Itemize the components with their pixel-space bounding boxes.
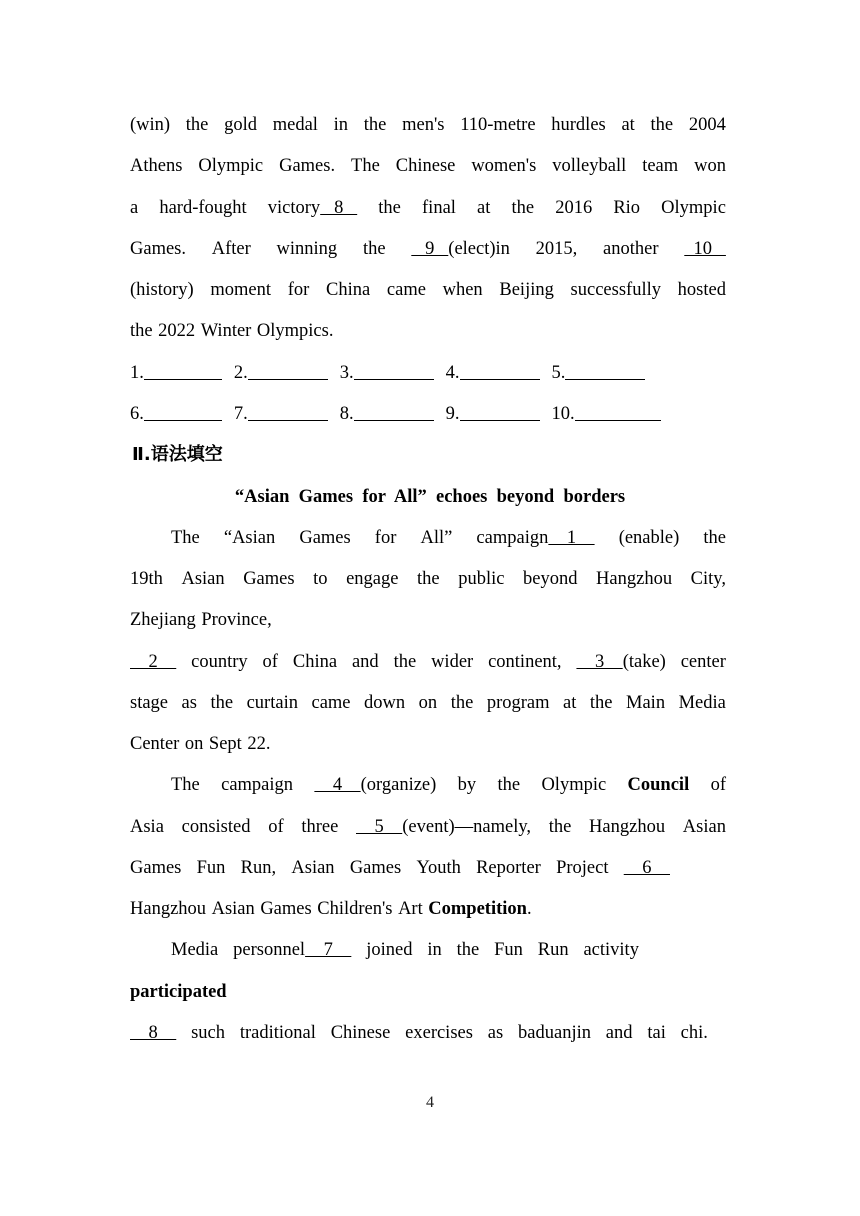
answer-slot	[446, 401, 540, 427]
word: down	[364, 693, 406, 713]
word: After	[211, 239, 251, 259]
word: the	[589, 693, 613, 713]
word: the	[511, 198, 535, 218]
p3-line-3	[130, 1020, 708, 1046]
word: Games	[260, 899, 312, 919]
word: at	[621, 115, 635, 135]
answer-slot	[340, 401, 434, 427]
word: The	[171, 528, 200, 548]
passage-line-6	[130, 318, 726, 344]
word: the	[703, 528, 726, 548]
blank-with-hint: 4 (organize)	[314, 775, 437, 795]
word: 2004	[688, 115, 726, 135]
word: Asian	[682, 817, 726, 837]
answer-number: 2.	[233, 363, 248, 383]
answer-row-2	[130, 401, 673, 427]
word: at	[563, 693, 577, 713]
word: 22.	[247, 734, 271, 754]
answer-slot	[446, 360, 540, 386]
answer-blank[interactable]	[144, 402, 222, 421]
word: Asia	[130, 817, 164, 837]
word: winning	[276, 239, 338, 259]
word: the	[210, 693, 234, 713]
word: Hangzhou	[130, 899, 207, 919]
word: public	[458, 569, 505, 589]
blank-with-hint: 9 (elect)in	[411, 239, 510, 259]
bold-word-participated: participated	[130, 982, 227, 1002]
page-number: 4	[426, 1094, 434, 1111]
answer-number: 10.	[551, 404, 575, 424]
answer-blank[interactable]	[460, 402, 540, 421]
word: continent,	[488, 652, 562, 672]
answer-slot	[340, 360, 434, 386]
word: 110-metre	[460, 115, 536, 135]
word: Main	[626, 693, 666, 713]
answer-number: 8.	[339, 404, 354, 424]
word: The	[351, 156, 380, 176]
p3-line-2	[130, 979, 726, 1005]
word: Games	[299, 528, 351, 548]
word: team	[642, 156, 679, 176]
word: for	[287, 280, 310, 300]
word: Games.	[279, 156, 336, 176]
answer-number: 7.	[233, 404, 248, 424]
word: successfully	[570, 280, 661, 300]
word: at	[477, 198, 491, 218]
word: Art	[398, 899, 423, 919]
word: The	[171, 775, 200, 795]
word: Games	[130, 858, 182, 878]
answer-slot	[552, 360, 646, 386]
word: came	[386, 280, 426, 300]
word: Children's	[317, 899, 393, 919]
word: Province,	[201, 610, 272, 630]
word: men's	[402, 115, 445, 135]
word: “Asian	[223, 528, 276, 548]
word: a	[130, 198, 139, 218]
word: chi.	[680, 1023, 708, 1043]
word: the	[548, 817, 572, 837]
word: Hangzhou	[589, 817, 666, 837]
word: Center	[130, 734, 180, 754]
p1-line-4	[130, 649, 726, 675]
word: hurdles	[551, 115, 606, 135]
answer-blank[interactable]	[248, 361, 328, 380]
p1-line-3	[130, 607, 726, 633]
word: came	[311, 693, 351, 713]
word: and	[351, 652, 379, 672]
word: (enable)	[618, 528, 680, 548]
word: beyond	[523, 569, 578, 589]
word: Project	[556, 858, 609, 878]
word: 19th	[130, 569, 163, 589]
blank-5[interactable]: 5	[356, 817, 403, 837]
word: engage	[346, 569, 399, 589]
word: gold	[224, 115, 258, 135]
passage-line-5	[130, 277, 726, 303]
bold-word-council: Council	[627, 775, 690, 795]
word: consisted	[181, 817, 251, 837]
word: the	[130, 321, 153, 341]
blank-with-hint: 3 (take)	[576, 652, 666, 672]
answer-number: 6.	[130, 404, 144, 424]
blank-3[interactable]: 3	[576, 652, 623, 672]
word: on	[184, 734, 204, 754]
blank-8[interactable]: 8	[320, 198, 358, 218]
p2-line-4	[130, 896, 726, 922]
blank-8b[interactable]: 8	[130, 1023, 177, 1043]
word: Asian	[181, 569, 225, 589]
word: hosted	[677, 280, 726, 300]
word: campaign	[221, 775, 294, 795]
answer-slot	[552, 401, 661, 427]
word: center	[680, 652, 726, 672]
word: the	[185, 115, 209, 135]
answer-blank[interactable]	[460, 361, 540, 380]
passage-line-3	[130, 195, 726, 221]
word: the	[363, 115, 387, 135]
word: hard-fought	[159, 198, 247, 218]
blank-6[interactable]: 6	[623, 858, 670, 878]
word: Media	[678, 693, 726, 713]
answer-number: 9.	[445, 404, 460, 424]
word: Games.	[130, 239, 186, 259]
word: Fun	[196, 858, 226, 878]
word: traditional	[239, 1023, 316, 1043]
word: Olympics.	[256, 321, 334, 341]
blank-2[interactable]: 2	[130, 652, 177, 672]
word: (win)	[130, 115, 171, 135]
bold-word-with-period: Competition.	[428, 899, 532, 919]
word: when	[442, 280, 483, 300]
word: Asian	[291, 858, 335, 878]
answer-blank[interactable]	[565, 361, 645, 380]
word: 2022	[158, 321, 196, 341]
word: the	[456, 940, 480, 960]
word: the	[362, 239, 386, 259]
passage-line-2	[130, 153, 726, 179]
word: joined	[366, 940, 413, 960]
word-with-blank: personnel 7	[233, 940, 352, 960]
answer-slot	[130, 360, 222, 386]
word: Reporter	[476, 858, 541, 878]
word: Olympic	[541, 775, 607, 795]
word: China	[326, 280, 371, 300]
word: medal	[272, 115, 318, 135]
word: stage	[130, 693, 169, 713]
passage-line-4	[130, 236, 726, 262]
word: Asian	[211, 899, 255, 919]
p1-line-1	[171, 525, 726, 551]
word: Games	[243, 569, 295, 589]
passage-line-1	[130, 112, 726, 138]
p2-line-2	[130, 814, 726, 840]
word: Fun	[494, 940, 523, 960]
word: of	[268, 817, 284, 837]
word: in	[427, 940, 442, 960]
word: such	[191, 1023, 225, 1043]
word: of	[710, 775, 726, 795]
word: another	[603, 239, 659, 259]
word: Winter	[200, 321, 252, 341]
word: volleyball	[552, 156, 627, 176]
blank-with-hint: 5 (event)—namely,	[356, 817, 532, 837]
blank-1[interactable]: 1	[548, 528, 595, 548]
word-with-blank: victory 8	[267, 198, 358, 218]
p1-line-6	[130, 731, 726, 757]
p2-line-1	[171, 772, 726, 798]
word: (history)	[130, 280, 194, 300]
word: of	[262, 652, 278, 672]
word: Zhejiang	[130, 610, 196, 630]
answer-blank[interactable]	[354, 361, 434, 380]
word: three	[301, 817, 339, 837]
p2-line-3	[130, 855, 670, 881]
word: as	[181, 693, 197, 713]
word: activity	[583, 940, 639, 960]
word: and	[605, 1023, 633, 1043]
answer-slot	[234, 360, 328, 386]
answer-number: 4.	[445, 363, 460, 383]
blank-9[interactable]: 9	[411, 239, 449, 259]
word: Games	[349, 858, 402, 878]
word: 2015,	[535, 239, 578, 259]
word: Hangzhou	[596, 569, 673, 589]
word: Youth	[416, 858, 461, 878]
word: 2016	[555, 198, 593, 218]
word: women's	[471, 156, 537, 176]
word: Run,	[240, 858, 277, 878]
word: to	[313, 569, 328, 589]
word: final	[422, 198, 456, 218]
passage-title: “Asian Games for All” echoes beyond borders	[234, 487, 626, 507]
word: moment	[210, 280, 272, 300]
word: City,	[690, 569, 726, 589]
word: Sept	[208, 734, 242, 754]
word: All”	[420, 528, 453, 548]
word: the	[417, 569, 440, 589]
word: on	[418, 693, 438, 713]
word: Chinese	[395, 156, 456, 176]
answer-row-1	[130, 360, 657, 386]
answer-number: 1.	[130, 363, 144, 383]
word: curtain	[246, 693, 298, 713]
blank-4[interactable]: 4	[314, 775, 361, 795]
word: program	[486, 693, 550, 713]
p1-line-2	[130, 566, 726, 592]
word: Run	[537, 940, 569, 960]
answer-slot	[130, 401, 222, 427]
word: Media	[171, 940, 219, 960]
word: the	[393, 652, 417, 672]
word: China	[292, 652, 338, 672]
word: country	[191, 652, 248, 672]
word: Athens	[130, 156, 183, 176]
word: baduanjin	[518, 1023, 591, 1043]
word: the	[497, 775, 521, 795]
answer-blank[interactable]	[248, 402, 328, 421]
word: Rio	[613, 198, 641, 218]
answer-blank[interactable]	[575, 402, 661, 421]
word: the	[378, 198, 401, 218]
blank-10[interactable]: 10	[684, 239, 726, 259]
answer-slot	[234, 401, 328, 427]
word: in	[333, 115, 349, 135]
word: wider	[431, 652, 474, 672]
word: for	[374, 528, 397, 548]
answer-number: 3.	[339, 363, 354, 383]
word: the	[450, 693, 474, 713]
section-heading: Ⅱ.语法填空	[132, 444, 223, 465]
answer-blank[interactable]	[354, 402, 434, 421]
word: Chinese	[330, 1023, 391, 1043]
word: Olympic	[661, 198, 726, 218]
word: Beijing	[499, 280, 554, 300]
word: won	[694, 156, 726, 176]
word-with-blank: campaign 1	[476, 528, 595, 548]
word: as	[487, 1023, 504, 1043]
word: Olympic	[198, 156, 264, 176]
answer-blank[interactable]	[144, 361, 222, 380]
blank-7[interactable]: 7	[305, 940, 352, 960]
p1-line-5	[130, 690, 726, 716]
word: by	[457, 775, 477, 795]
word: tai	[647, 1023, 666, 1043]
word: the	[650, 115, 674, 135]
p3-line-1	[171, 937, 639, 963]
answer-number: 5.	[551, 363, 566, 383]
word: exercises	[405, 1023, 473, 1043]
